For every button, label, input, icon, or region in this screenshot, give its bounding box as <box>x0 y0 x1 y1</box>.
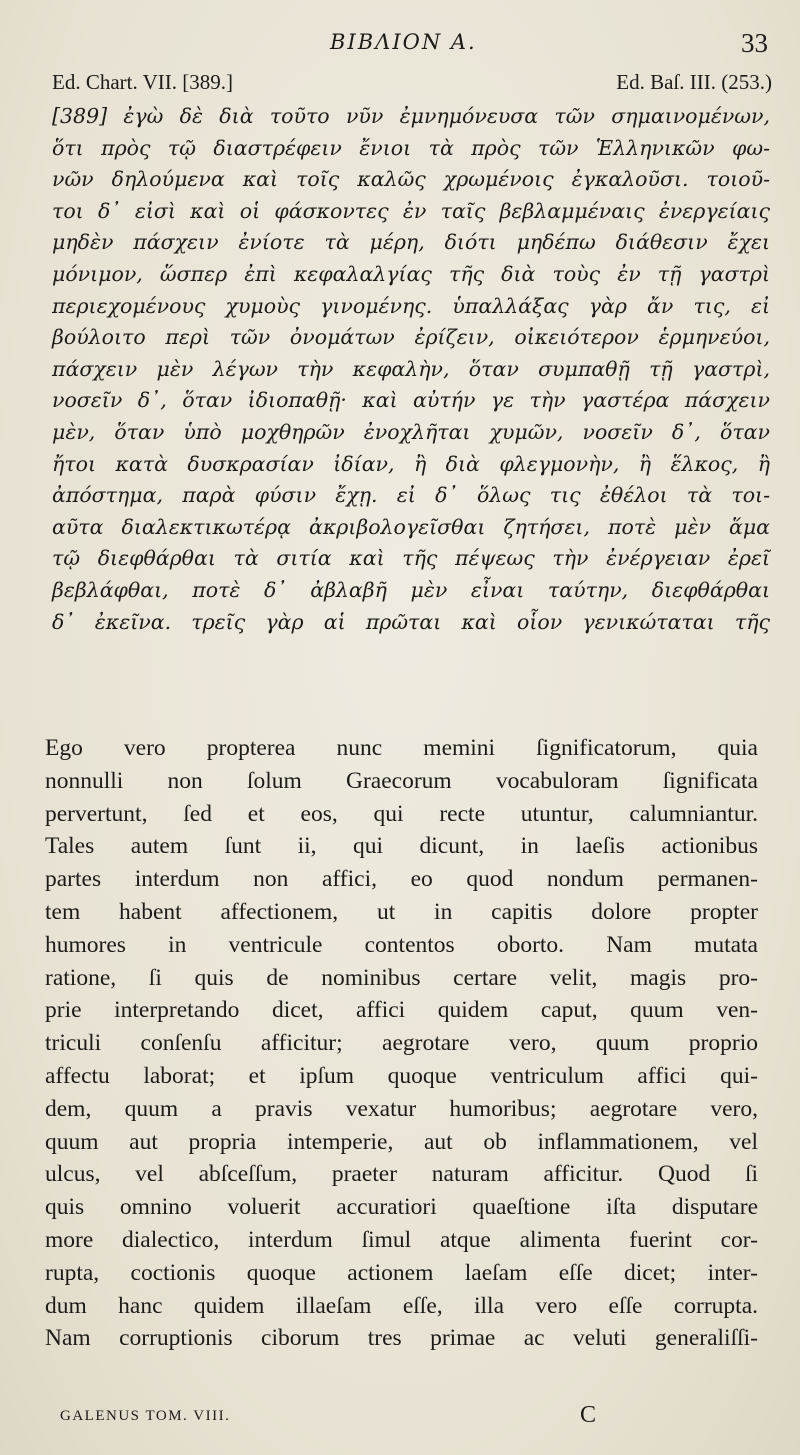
latin-translation-block <box>45 732 758 1355</box>
signature-line: GALENUS TOM. VIII. <box>60 1408 231 1424</box>
latin-line: dem, quum a pravis vexatur humoribus; aegrotare vero, <box>45 1095 758 1122</box>
latin-line: ulcus, vel abſceſſum, praeter naturam afficitur. Quod ſi <box>45 1161 758 1188</box>
latin-line: prie interpretando dicet, affici quidem caput, quum ven- <box>45 997 758 1024</box>
running-head <box>0 30 800 60</box>
greek-line: νοσεῖν δ᾽, ὅταν ἰδιοπαθῇ· καὶ αὐτήν γε τὴν γαστέρα πάσχειν <box>52 388 770 413</box>
greek-line: μὲν, ὅταν ὑπὸ μοχθηρῶν ἐνοχλῆται χυμῶν, νοσεῖν δ᾽, ὅταν <box>52 419 770 444</box>
latin-line: Nam corruptionis ciborum tres primae ac veluti generaliſſi- <box>45 1325 758 1352</box>
latin-line: pervertunt, ſed et eos, qui recte utuntur, calumniantur. <box>45 800 758 827</box>
greek-line: πάσχειν μὲν λέγων τὴν κεφαλὴν, ὅταν συμπαθῇ τῇ γαστρὶ, <box>52 356 770 381</box>
latin-line: ratione, ſi quis de nominibus certare velit, magis pro- <box>45 964 758 991</box>
latin-line: affectu laborat; et ipſum quoque ventriculum affici qui- <box>45 1062 758 1089</box>
greek-line: [389] ἐγὼ δὲ διὰ τοῦτο νῦν ἐμνημόνευσα τῶν σημαινομένων, <box>52 104 770 128</box>
greek-line: μόνιμον, ὥσπερ ἐπὶ κεφαλαλγίας τῆς διὰ τοὺς ἐν τῇ γαστρὶ <box>52 261 770 286</box>
greek-line: περιεχομένους χυμοὺς γινομένης. ὑπαλλάξας γὰρ ἄν τις, εἰ <box>52 293 770 318</box>
latin-line: triculi conſenſu afficitur; aegrotare vero, quum proprio <box>45 1030 758 1057</box>
greek-line: ἤτοι κατὰ δυσκρασίαν ἰδίαν, ἢ διὰ φλεγμονὴν, ἢ ἕλκος, ἢ <box>52 451 770 476</box>
greek-line: τοι δ᾽ εἰσὶ καὶ οἱ φάσκοντες ἐν ταῖς βεβλαμμέναις ἐνεργείαις <box>52 198 770 223</box>
gathering-mark: C <box>580 1402 597 1428</box>
greek-line: αῦτα διαλεκτικωτέρᾳ ἀκριβολογεῖσθαι ζητήσει, ποτὲ μὲν ἅμα <box>52 514 770 539</box>
latin-line: dum hanc quidem illaeſam eſſe, illa vero eſſe corrupta. <box>45 1292 758 1319</box>
greek-line: τῷ διεφθάρθαι τὰ σιτία καὶ τῆς πέψεως τὴν ἐνέργειαν ἐρεῖ <box>52 546 770 571</box>
greek-line: βεβλάφθαι, ποτὲ δ᾽ ἀβλαβῆ μὲν εἶναι ταύτην, διεφθάρθαι <box>52 577 770 602</box>
greek-line: ὅτι πρὸς τῷ διαστρέφειν ἔνιοι τὰ πρὸς τῶν Ἑλληνικῶν φω- <box>52 135 770 160</box>
latin-line: humores in ventricule contentos oborto. Nam mutata <box>45 931 758 958</box>
latin-line: Ego vero propterea nunc memini ſignificatorum, quia <box>45 735 758 761</box>
latin-line: partes interdum non affici, eo quod nondum permanen- <box>45 866 758 893</box>
latin-line: Tales autem ſunt ii, qui dicunt, in laeſis actionibus <box>45 833 758 860</box>
basel-edition-ref: Ed. Baſ. III. (253.) <box>616 70 772 94</box>
greek-line: μηδὲν πάσχειν ἐνίοτε τὰ μέρη, διότι μηδέπω διάθεσιν ἔχει <box>52 230 770 255</box>
latin-line: quis omnino voluerit accuratiori quaeſtione iſta disputare <box>45 1194 758 1221</box>
greek-line: ἀπόστημα, παρὰ φύσιν ἔχῃ. εἰ δ᾽ ὅλως τις ἐθέλοι τὰ τοι- <box>52 483 770 508</box>
latin-line: rupta, coctionis quoque actionem laeſam eſſe dicet; inter- <box>45 1259 758 1286</box>
latin-line: tem habent affectionem, ut in capitis dolore propter <box>45 898 758 925</box>
edition-references <box>52 70 772 96</box>
greek-text-block <box>52 101 770 638</box>
latin-line: more dialectico, interdum ſimul atque alimenta fuerint cor- <box>45 1226 758 1253</box>
running-title: ΒΙΒΛΙΟΝ Α. <box>330 30 477 54</box>
greek-line: βούλοιτο περὶ τῶν ὀνομάτων ἐρίζειν, οἰκειότερον ἑρμηνεύοι, <box>52 325 770 350</box>
chartier-edition-ref: Ed. Chart. VII. [389.] <box>52 70 233 94</box>
page-number: 33 <box>741 28 768 58</box>
page-footer <box>60 1402 620 1432</box>
greek-line: νῶν δηλούμενα καὶ τοῖς καλῶς χρωμένοις ἐγκαλοῦσι. τοιοῦ- <box>52 167 770 192</box>
latin-line: quum aut propria intemperie, aut ob inflammationem, vel <box>45 1128 758 1155</box>
latin-line: nonnulli non ſolum Graecorum vocabuloram ſignificata <box>45 767 758 794</box>
greek-line: δ᾽ ἐκεῖνα. τρεῖς γὰρ αἱ πρῶται καὶ οἷον γενικώταται τῆς <box>52 609 770 634</box>
